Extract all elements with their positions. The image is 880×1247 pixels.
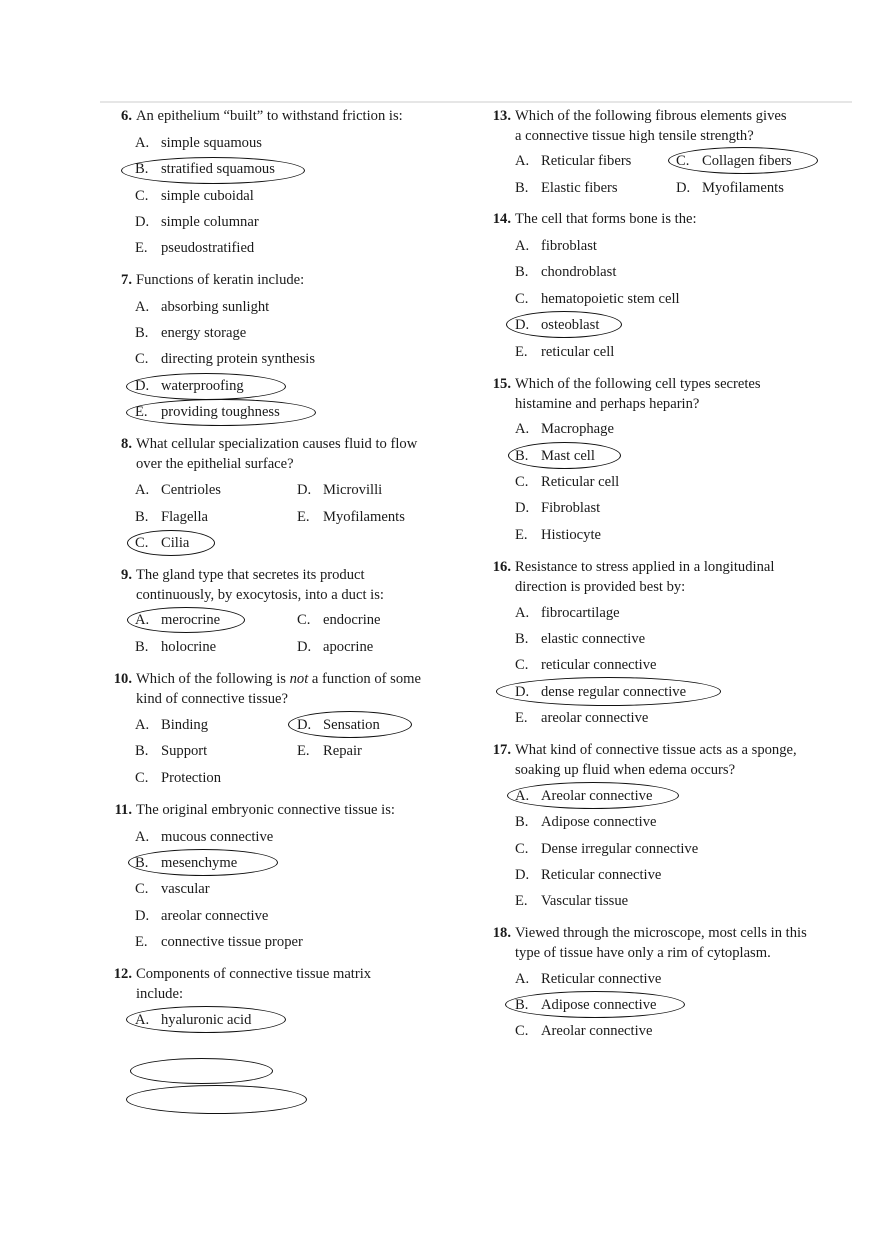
- option-7a[interactable]: A. absorbing sunlight: [135, 299, 270, 315]
- option-15b[interactable]: B. Mast cell: [515, 448, 595, 464]
- question-text-line-1: Viewed through the microscope, most cells in this: [515, 925, 807, 941]
- option-7d[interactable]: D. waterproofing: [135, 378, 244, 394]
- option-10d[interactable]: D. Sensation: [297, 717, 380, 733]
- question-text-line-1: Components of connective tissue matrix: [136, 966, 372, 982]
- option-9b[interactable]: B. holocrine: [135, 639, 217, 655]
- question-text-line-2: type of tissue have only a rim of cytoplasm.: [515, 945, 771, 961]
- option-15c[interactable]: C. Reticular cell: [515, 474, 620, 490]
- question-text: An epithelium “built” to withstand friction is:: [136, 108, 403, 124]
- option-18c[interactable]: C. Areolar connective: [515, 1023, 653, 1039]
- question-number: 9.: [121, 567, 132, 583]
- question-text-line-1: The gland type that secretes its product: [136, 567, 365, 583]
- question-text-line-1: What cellular specialization causes fluid to flow: [136, 436, 418, 452]
- option-17c[interactable]: C. Dense irregular connective: [515, 841, 699, 857]
- option-10e[interactable]: E. Repair: [297, 743, 362, 759]
- question-number: 15.: [492, 376, 511, 392]
- option-11e[interactable]: E. connective tissue proper: [135, 934, 303, 950]
- option-13d[interactable]: D. Myofilaments: [676, 180, 784, 196]
- question-text-line-2: over the epithelial surface?: [136, 456, 294, 472]
- question-text-line-1: Which of the following fibrous elements gives: [515, 108, 787, 124]
- question-text-line-1: Resistance to stress applied in a longitudinal: [515, 559, 775, 575]
- option-17a[interactable]: A. Areolar connective: [515, 788, 653, 804]
- question-text: Functions of keratin include:: [136, 272, 305, 288]
- option-16d[interactable]: D. dense regular connective: [515, 684, 687, 700]
- option-10a[interactable]: A. Binding: [135, 717, 209, 733]
- option-6a[interactable]: A. simple squamous: [135, 135, 262, 151]
- question-number: 13.: [492, 108, 511, 124]
- question-text-line-2: soaking up fluid when edema occurs?: [515, 762, 736, 778]
- option-10c[interactable]: C. Protection: [135, 770, 221, 786]
- option-14e[interactable]: E. reticular cell: [515, 344, 615, 360]
- option-15a[interactable]: A. Macrophage: [515, 421, 614, 437]
- option-6c[interactable]: C. simple cuboidal: [135, 188, 254, 204]
- question-text-line-2: a connective tissue high tensile strength?: [515, 128, 754, 144]
- option-13c[interactable]: C. Collagen fibers: [676, 153, 792, 169]
- option-18b[interactable]: B. Adipose connective: [515, 997, 657, 1013]
- question-number: 7.: [121, 272, 132, 288]
- question-number: 18.: [492, 925, 511, 941]
- option-15d[interactable]: D. Fibroblast: [515, 500, 601, 516]
- option-8b[interactable]: B. Flagella: [135, 509, 209, 525]
- option-12a[interactable]: A. hyaluronic acid: [135, 1012, 252, 1028]
- option-6e[interactable]: E. pseudostratified: [135, 240, 255, 256]
- question-number: 17.: [492, 742, 511, 758]
- option-14b[interactable]: B. chondroblast: [515, 264, 617, 280]
- option-11d[interactable]: D. areolar connective: [135, 908, 269, 924]
- option-9c[interactable]: C. endocrine: [297, 612, 381, 628]
- option-7e[interactable]: E. providing toughness: [135, 404, 280, 420]
- option-11c[interactable]: C. vascular: [135, 881, 210, 897]
- question-text-line-2: include:: [136, 986, 184, 1002]
- option-16b[interactable]: B. elastic connective: [515, 631, 646, 647]
- question-text: The cell that forms bone is the:: [515, 211, 697, 227]
- option-16c[interactable]: C. reticular connective: [515, 657, 657, 673]
- option-11b[interactable]: B. mesenchyme: [135, 855, 238, 871]
- option-16a[interactable]: A. fibrocartilage: [515, 605, 620, 621]
- option-13a[interactable]: A. Reticular fibers: [515, 153, 632, 169]
- question-number: 14.: [492, 211, 511, 227]
- option-9d[interactable]: D. apocrine: [297, 639, 374, 655]
- option-8a[interactable]: A. Centrioles: [135, 482, 221, 498]
- option-17b[interactable]: B. Adipose connective: [515, 814, 657, 830]
- option-11a[interactable]: A. mucous connective: [135, 829, 274, 845]
- option-7c[interactable]: C. directing protein synthesis: [135, 351, 316, 367]
- answer-circle-empty-2: [126, 1085, 307, 1114]
- option-16e[interactable]: E. areolar connective: [515, 710, 649, 726]
- question-text-line-1: What kind of connective tissue acts as a sponge,: [515, 742, 797, 758]
- option-8d[interactable]: D. Microvilli: [297, 482, 383, 498]
- question-text-line-2: histamine and perhaps heparin?: [515, 396, 700, 412]
- question-number: 8.: [121, 436, 132, 452]
- option-8e[interactable]: E. Myofilaments: [297, 509, 405, 525]
- question-text-line-2: direction is provided best by:: [515, 579, 686, 595]
- option-14a[interactable]: A. fibroblast: [515, 238, 597, 254]
- option-15e[interactable]: E. Histiocyte: [515, 527, 601, 543]
- question-number: 10.: [113, 671, 132, 687]
- option-17e[interactable]: E. Vascular tissue: [515, 893, 629, 909]
- scan-top-edge: [100, 101, 852, 103]
- option-6d[interactable]: D. simple columnar: [135, 214, 259, 230]
- question-text-line-1: Which of the following is not a function of some: [136, 671, 421, 687]
- question-number: 16.: [492, 559, 511, 575]
- option-9a[interactable]: A. merocrine: [135, 612, 221, 628]
- question-text-line-2: continuously, by exocytosis, into a duct is:: [136, 587, 384, 603]
- answer-circle-empty-1: [130, 1058, 273, 1084]
- option-17d[interactable]: D. Reticular connective: [515, 867, 662, 883]
- question-text-line-1: Which of the following cell types secretes: [515, 376, 761, 392]
- option-7b[interactable]: B. energy storage: [135, 325, 247, 341]
- option-14d[interactable]: D. osteoblast: [515, 317, 600, 333]
- question-number: 11.: [114, 802, 132, 818]
- question-number: 12.: [113, 966, 132, 982]
- option-18a[interactable]: A. Reticular connective: [515, 971, 662, 987]
- question-text-line-2: kind of connective tissue?: [136, 691, 288, 707]
- option-8c[interactable]: C. Cilia: [135, 535, 190, 551]
- option-10b[interactable]: B. Support: [135, 743, 208, 759]
- option-13b[interactable]: B. Elastic fibers: [515, 180, 618, 196]
- question-text: The original embryonic connective tissue is:: [136, 802, 395, 818]
- option-14c[interactable]: C. hematopoietic stem cell: [515, 291, 680, 307]
- option-6b[interactable]: B. stratified squamous: [135, 161, 275, 177]
- question-number: 6.: [121, 108, 132, 124]
